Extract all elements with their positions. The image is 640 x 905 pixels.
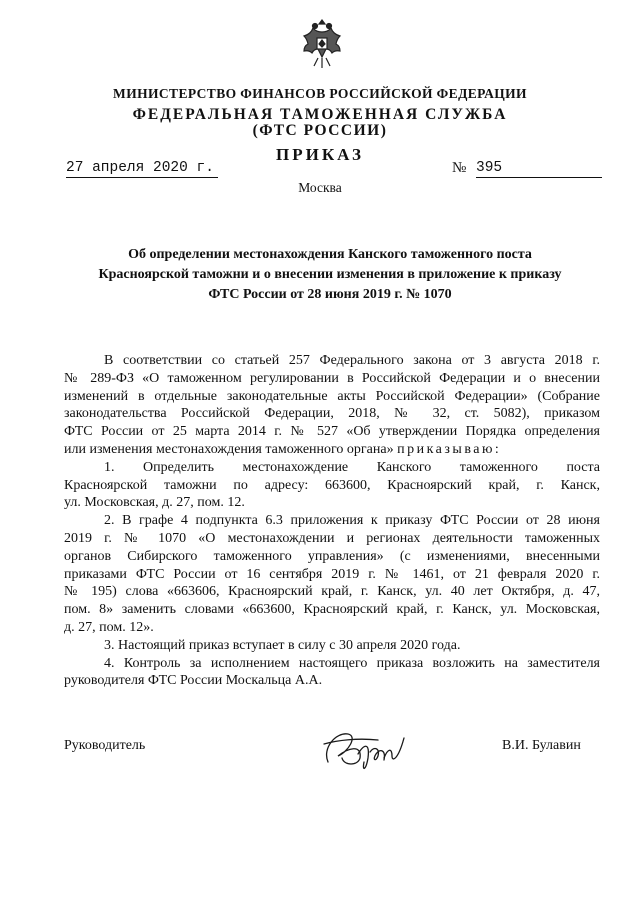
city-label: Москва (298, 180, 342, 195)
item-4-line: 4. Контроль за исполнением настоящего приказа возложить на заместителя (104, 655, 600, 671)
document-body (64, 352, 600, 690)
body-line: ФТС России от 25 марта 2014 г. № 527 «Об утверждении Порядка определения (64, 424, 600, 440)
signatory-name: В.И. Булавин (502, 738, 581, 753)
order-number: 395 (476, 160, 602, 178)
item-2-line: № 195) слова «663606, Красноярский край, г. Канск, ул. 40 лет Октября, д. 47, (64, 584, 600, 600)
service-heading: ФЕДЕРАЛЬНАЯ ТАМОЖЕННАЯ СЛУЖБА (132, 106, 508, 123)
item-2-line: д. 27, пом. 12». (64, 619, 154, 635)
document-title (60, 245, 600, 305)
item-1-line: 1. Определить местонахождение Канского таможенного поста (104, 459, 600, 475)
title-line: Об определении местонахождения Канского таможенного поста (128, 247, 532, 262)
order-date: 27 апреля 2020 г. (66, 160, 218, 178)
ministry-heading: МИНИСТЕРСТВО ФИНАНСОВ РОССИЙСКОЙ ФЕДЕРАЦИИ (113, 86, 527, 101)
item-3-line: 3. Настоящий приказ вступает в силу с 30 апреля 2020 года. (104, 637, 461, 653)
item-1-line: Красноярской таможни по адресу: 663600, Красноярский край, г. Канск, (64, 477, 600, 493)
body-line: изменений в отдельные законодательные акты Российской Федерации» (Собрание (64, 388, 600, 404)
item-4-line: руководителя ФТС России Москальца А.А. (64, 673, 323, 689)
body-line: законодательства Российской Федерации, 2018, № 32, ст. 5082), приказом (64, 406, 600, 422)
body-line: № 289-ФЗ «О таможенном регулировании в Российской Федерации и о внесении (64, 370, 600, 386)
item-2-line: пом. 8» заменить словами «663600, Красноярский край, г. Канск, ул. Московская, (64, 602, 600, 618)
document-type-heading: ПРИКАЗ (276, 145, 364, 164)
signatory-position: Руководитель (64, 738, 146, 753)
body-line (64, 441, 600, 459)
order-word: приказываю: (397, 441, 502, 457)
item-2-line: 2019 г. № 1070 «О местонахождении и регионах деятельности таможенных (64, 530, 600, 546)
handwritten-signature (318, 718, 410, 776)
title-line: ФТС России от 28 июня 2019 г. № 1070 (208, 287, 452, 302)
item-2-line: органов Сибирского таможенного управления» (с изменениями, внесенными (64, 548, 600, 564)
title-line: Красноярской таможни и о внесении изменения в приложение к приказу (98, 267, 562, 282)
item-1-line: ул. Московская, д. 27, пом. 12. (64, 495, 245, 511)
number-sign: № (452, 160, 467, 176)
body-line: В соответствии со статьей 257 Федерального закона от 3 августа 2018 г. (104, 353, 600, 368)
item-2-line: приказами ФТС России от 16 сентября 2019 г. № 1461, от 21 февраля 2020 г. (64, 566, 600, 582)
item-2-line: 2. В графе 4 подпункта 6.3 приложения к приказу ФТС России от 28 июня (104, 513, 600, 529)
preamble-last-text: или изменения местонахождения таможенного органа» (64, 441, 394, 457)
coat-of-arms-emblem (300, 14, 344, 72)
service-short-heading: (ФТС РОССИИ) (252, 122, 388, 139)
